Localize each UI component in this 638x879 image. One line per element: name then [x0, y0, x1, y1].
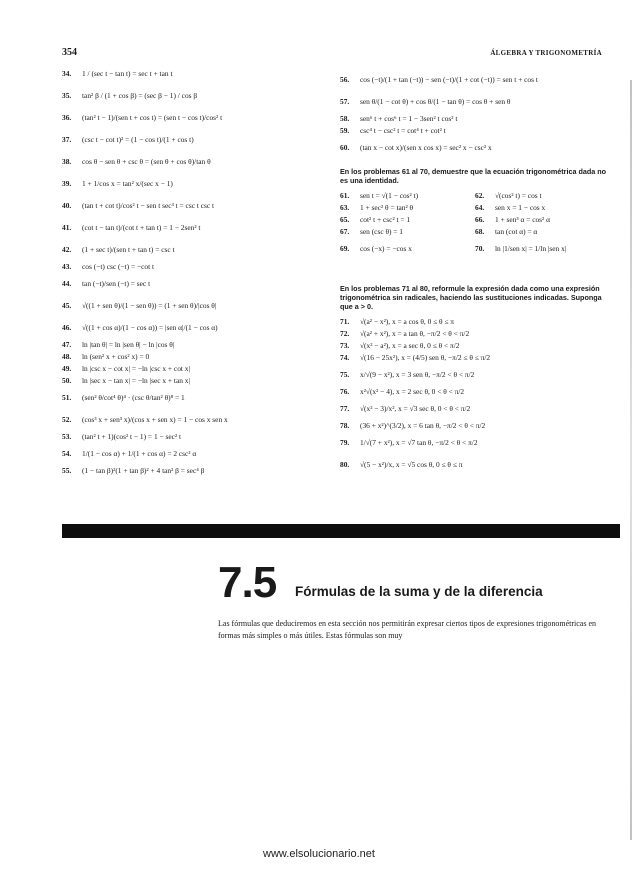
problem-item: 45. √((1 + sen θ)/(1 − sen θ)) = (1 + sen θ)/|cos θ|: [62, 300, 217, 310]
problem-item: 59. csc⁴ t − csc² t = cot⁴ t + cot² t: [340, 125, 446, 135]
problem-item: 73. √(x² − a²), x = a sec θ, 0 ≤ θ < π/2: [340, 340, 460, 350]
problem-item: 60. (tan x − cot x)/(sen x cos x) = sec² x − csc² x: [340, 142, 492, 152]
problem-item: 53. (tan² t + 1)(cos² t − 1) = 1 − sec² t: [62, 431, 182, 441]
problem-item: 72. √(a² + x²), x = a tan θ, −π/2 < θ < π/2: [340, 328, 470, 338]
problem-item: 41. (cot t − tan t)/(cot t + tan t) = 1 − 2sen² t: [62, 222, 201, 232]
problem-item: 62. √(cos² t) = cos t: [475, 190, 542, 200]
page-number: 354: [62, 47, 77, 58]
problem-item: 35. tan² β / (1 + cos β) = (sec β − 1) / cos β: [62, 90, 198, 100]
problem-item: 69. cos (−x) = −cos x: [340, 243, 412, 253]
problem-item: 54. 1/(1 − cos α) + 1/(1 + cos α) = 2 csc² α: [62, 448, 197, 458]
problem-item: 40. (tan t + cot t)/cos² t − sen t sec³ t = csc t csc t: [62, 200, 215, 210]
problem-item: 49. ln |csc x − cot x| = −ln |csc x + cot x|: [62, 363, 190, 373]
problem-item: 75. x/√(9 − x²), x = 3 sen θ, −π/2 < θ < π/2: [340, 369, 475, 379]
problem-pair: [340, 215, 610, 227]
problem-item: 68. tan (cot α) = α: [475, 226, 538, 236]
problem-item: 61. sen t = √(1 − cos² t): [340, 190, 419, 200]
problem-item: 70. ln |1/sen x| = 1/ln |sen x|: [475, 243, 567, 253]
problem-item: 55. (1 − tan β)²(1 + tan β)² + 4 tan² β = sec⁴ β: [62, 465, 205, 475]
problem-item: 38. cos θ − sen θ + csc θ = (sen θ + cos θ)/tan θ: [62, 156, 211, 166]
problem-pair: [340, 239, 610, 261]
problem-item: 63. 1 + sec² θ = tan² θ: [340, 202, 414, 212]
problem-item: 80. √(5 − x²)/x, x = √5 cos θ, 0 ≤ θ ≤ π: [340, 459, 463, 469]
problem-item: 66. 1 + sen³ α = cos² α: [475, 214, 550, 224]
problem-item: 76. x²√(x² − 4), x = 2 sec θ, 0 < θ < π/2: [340, 386, 465, 396]
problem-item: 44. tan (−t)/sen (−t) = sec t: [62, 278, 151, 288]
section-number: 7.5: [218, 558, 277, 607]
instructions-71-80: En los problemas 71 al 80, reformule la expresión dada como una expresión trigonométrica sin radicales, haciendo las sustituciones indicadas. Suponga que a > 0.: [340, 284, 602, 311]
problem-item: 37. (csc t − cot t)² = (1 − cos t)/(1 + cos t): [62, 134, 194, 144]
problem-item: 77. √(x² − 3)/x², x = √3 sec θ, 0 < θ < π/2: [340, 403, 471, 413]
problem-item: 67. sen (csc θ) = 1: [340, 226, 404, 236]
problem-item: 56. cos (−t)/(1 + tan (−t)) − sen (−t)/(1 + cot (−t)) = sen t + cos t: [340, 74, 538, 84]
footer-url: www.elsolucionario.net: [263, 848, 375, 860]
problem-item: 47. ln |tan θ| = ln |sen θ| − ln |cos θ|: [62, 339, 175, 349]
section-divider-bar: [62, 524, 620, 538]
problem-item: 52. (cos³ x + sen³ x)/(cos x + sen x) = 1 − cos x sen x: [62, 414, 228, 424]
problem-pair: [340, 191, 610, 203]
problem-item: 51. (sen² θ/cot⁴ θ)⁴ · (csc θ/tan² θ)⁸ = 1: [62, 392, 185, 402]
problem-item: 50. ln |sec x − tan x| = −ln |sec x + tan x|: [62, 375, 190, 385]
problem-item: 46. √((1 + cos α)/(1 − cos α)) = |sen α|/(1 − cos α): [62, 322, 218, 332]
left-problem-column: [62, 64, 324, 478]
problem-item: 34. 1 / (sec t − tan t) = sec t + tan t: [62, 68, 173, 78]
problem-item: 57. sen θ/(1 − cot θ) + cos θ/(1 − tan θ) = cos θ + sen θ: [340, 96, 511, 106]
problem-pair: [340, 203, 610, 215]
section-title: Fórmulas de la suma y de la diferencia: [295, 584, 543, 599]
problem-item: 64. sen x = 1 − cos x: [475, 202, 546, 212]
problem-item: 79. 1/√(7 + x²), x = √7 tan θ, −π/2 < θ < π/2: [340, 437, 478, 447]
problem-item: 48. ln (sen² x + cos² x) = 0: [62, 351, 150, 361]
right-problem-column: [340, 70, 610, 477]
problem-item: 42. (1 + sec t)/(sen t + tan t) = csc t: [62, 244, 175, 254]
problem-item: 78. (36 + x²)^(3/2), x = 6 tan θ, −π/2 < θ < π/2: [340, 420, 486, 430]
spacer: [340, 261, 610, 275]
problem-item: 43. cos (−t) csc (−t) = −cot t: [62, 261, 155, 271]
problem-item: 74. √(16 − 25x²), x = (4/5) sen θ, −π/2 ≤ θ ≤ π/2: [340, 352, 491, 362]
section-body-text: Las fórmulas que deduciremos en esta sección nos permitirán expresar ciertos tipos de expresiones trigonométricas en formas más simples o más útiles. Estas fórmulas son muy: [218, 619, 596, 640]
problem-item: 65. cot² t + csc² t = 1: [340, 214, 411, 224]
problem-item: 39. 1 + 1/cos x = tan² x/(sec x − 1): [62, 178, 173, 188]
running-header: ÁLGEBRA Y TRIGONOMETRÍA: [490, 49, 602, 57]
problem-item: 58. sen⁶ t + cos⁶ t = 1 − 3sen² t cos² t: [340, 113, 458, 123]
instructions-61-70: En los problemas 61 al 70, demuestre que la ecuación trigonométrica dada no es una identidad.: [340, 167, 607, 185]
problem-pair: [340, 227, 610, 239]
problem-item: 36. (tan² t − 1)/(sen t + cos t) = (sen t − cos t)/cos² t: [62, 112, 223, 122]
problem-item: 71. √(a² − x²), x = a cos θ, 0 ≤ θ ≤ π: [340, 316, 455, 326]
page-edge-shadow: [630, 80, 632, 840]
